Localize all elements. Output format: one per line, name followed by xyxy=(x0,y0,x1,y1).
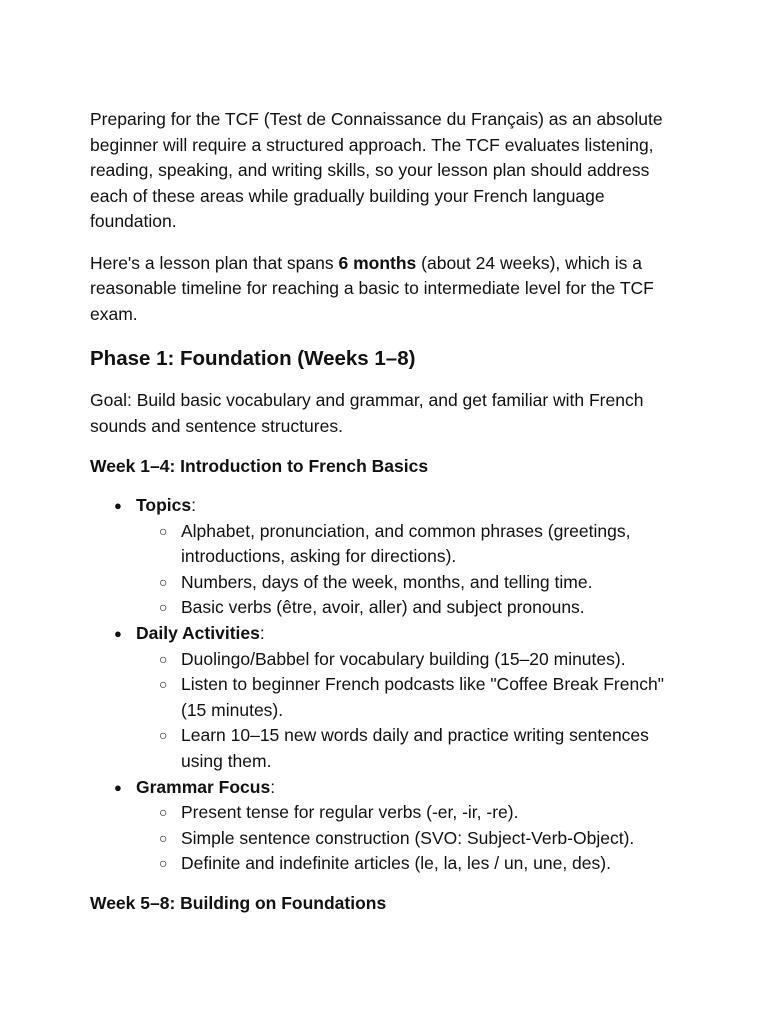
week-1-4-heading: Week 1–4: Introduction to French Basics xyxy=(90,456,429,476)
list-item xyxy=(136,519,690,570)
list-item xyxy=(136,570,690,596)
list-item-text: Alphabet, pronunciation, and common phrases (greetings, introductions, asking for directions). xyxy=(181,520,631,567)
bullet-hollow-icon: ○ xyxy=(159,829,168,846)
bullet-hollow-icon: ○ xyxy=(159,573,168,590)
bullet-hollow-icon: ○ xyxy=(159,599,168,616)
phase-1-goal: Goal: Build basic vocabulary and grammar, and get familiar with French sounds and sentence structures. xyxy=(90,390,644,436)
bullet-hollow-icon: ○ xyxy=(159,650,168,667)
bullet-hollow-icon: ○ xyxy=(159,727,168,744)
document-body xyxy=(90,107,690,930)
topics-sublist xyxy=(136,519,690,621)
bullet-filled-icon: ● xyxy=(114,625,122,641)
list-item-text: Definite and indefinite articles (le, la, les / un, une, des). xyxy=(181,853,611,874)
week-1-4-list xyxy=(90,493,690,877)
list-item-text: Learn 10–15 new words daily and practice writing sentences using them. xyxy=(181,725,649,771)
bullet-filled-icon: ● xyxy=(114,779,122,795)
bullet-hollow-icon: ○ xyxy=(159,522,168,539)
list-item xyxy=(136,647,690,673)
label-colon: : xyxy=(259,622,265,643)
week-5-8-heading: Week 5–8: Building on Foundations xyxy=(90,892,387,913)
label-colon: : xyxy=(191,495,196,515)
list-item xyxy=(136,826,690,852)
bullet-hollow-icon: ○ xyxy=(159,855,168,872)
phase-1-heading: Phase 1: Foundation (Weeks 1–8) xyxy=(90,347,416,370)
timeline-duration: 6 months xyxy=(338,252,417,273)
list-item-text: Simple sentence construction (SVO: Subject-Verb-Object). xyxy=(181,827,635,848)
daily-activities-item xyxy=(90,621,690,775)
bullet-hollow-icon: ○ xyxy=(159,804,168,821)
list-item-text: Duolingo/Babbel for vocabulary building (15–20 minutes). xyxy=(181,648,626,669)
grammar-focus-sublist xyxy=(136,800,690,877)
bullet-hollow-icon: ○ xyxy=(159,676,168,693)
topics-label: Topics xyxy=(136,495,192,515)
timeline-paragraph xyxy=(90,251,690,328)
timeline-text-start: Here's a lesson plan that spans xyxy=(90,252,339,273)
list-item-text: Listen to beginner French podcasts like "Coffee Break French" (15 minutes). xyxy=(181,674,664,720)
list-item xyxy=(136,800,690,826)
list-item xyxy=(136,595,690,621)
list-item xyxy=(136,672,690,723)
list-item-text: Numbers, days of the week, months, and telling time. xyxy=(181,571,593,592)
list-item-text: Basic verbs (être, avoir, aller) and subject pronouns. xyxy=(181,597,585,618)
topics-item xyxy=(90,493,690,621)
list-item xyxy=(136,723,690,774)
daily-activities-sublist xyxy=(136,647,690,775)
intro-paragraph: Preparing for the TCF (Test de Connaissance du Français) as an absolute beginner will require a structured approach. The TCF evaluates listening, reading, speaking, and writing skills, so your lesson plan should address each of these areas while gradually building your French language foundation. xyxy=(90,109,663,231)
bullet-filled-icon: ● xyxy=(114,498,122,513)
grammar-focus-item xyxy=(90,775,690,877)
grammar-focus-label: Grammar Focus xyxy=(136,776,271,797)
timeline-text-end: (about 24 weeks), which is a reasonable timeline for reaching a basic to intermediate level for the TCF exam. xyxy=(90,252,654,324)
list-item xyxy=(136,851,690,877)
label-colon: : xyxy=(270,776,276,797)
daily-activities-label: Daily Activities xyxy=(136,622,260,643)
list-item-text: Present tense for regular verbs (-er, -ir, -re). xyxy=(181,802,519,823)
